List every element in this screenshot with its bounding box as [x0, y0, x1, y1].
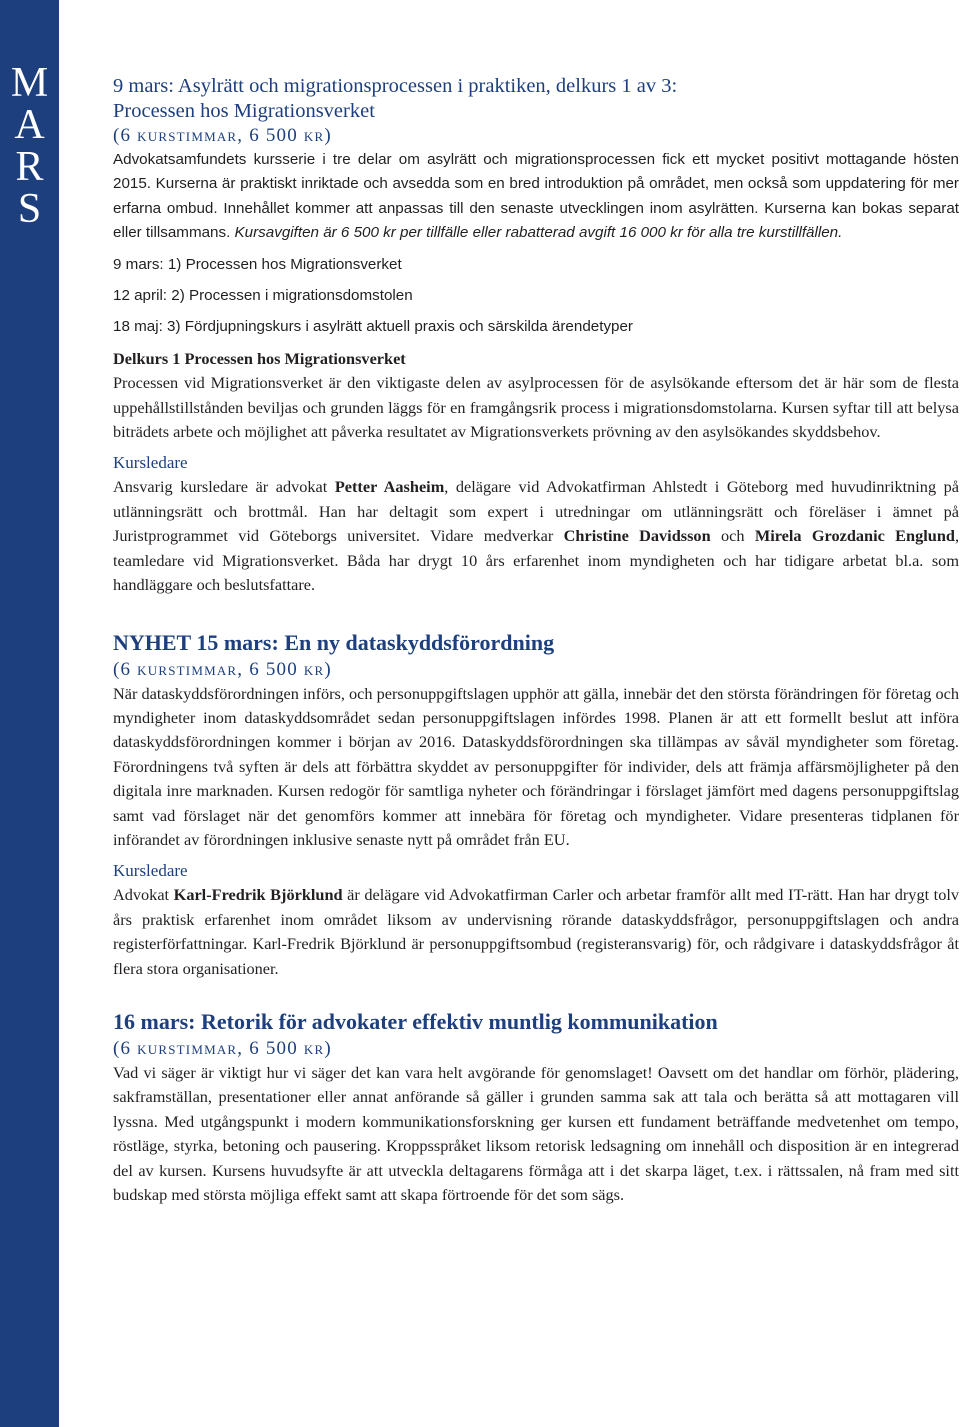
kursledare-text-part: , delägare vid Advokatfirman Ahlstedt i Göteborg med huvudinriktning på utlänningsrätt och brottmål. Han har deltagit som expert i utredningar om utlänningsrätt och föreläser i ämnet på Juristprogrammet vid Göteborgs universitet. Vidare medverkar	[113, 477, 959, 546]
course-title: NYHET 15 mars: En ny dataskyddsförordning	[113, 629, 555, 655]
schedule-item: 18 maj: 3) Fördjupningskurs i asylrätt aktuell praxis och särskilda ärendetyper	[113, 318, 633, 336]
kursledare-name: Petter Aasheim	[334, 477, 445, 497]
course-section-dataskydd	[113, 628, 959, 981]
kursledare-name: Karl-Fredrik Björklund	[173, 885, 343, 905]
course-section-asylratt	[113, 74, 959, 598]
month-letter-a: A	[14, 102, 45, 148]
course-fee-note: Kursavgiften är 6 500 kr per tillfälle eller rabatterad avgift 16 000 kr för alla tre kurstillfällen.	[234, 224, 843, 242]
kursledare-text-part: är delägare vid Advokatfirman Carler och arbetar framför allt med IT-rätt. Han har drygt tolv års praktisk erfarenhet inom området liksom av undervisning rörande dataskyddsfrågor, personuppgiftslagen och andra registerförfattningar. Karl-Fredrik Björklund är personuppgiftsombud (registeransvarig) för, och rådgivare i dataskyddsfrågor åt flera stora organisationer.	[113, 885, 960, 978]
course-section-retorik	[113, 1007, 959, 1207]
course-intro	[113, 148, 959, 246]
course-title-line-2: Processen hos Migrationsverket	[113, 100, 375, 122]
course-subtitle: (6 kurstimmar, 6 500 kr)	[113, 658, 332, 680]
kursledare-name: Mirela Grozdanic Englund	[754, 526, 955, 546]
month-label	[0, 62, 59, 230]
kursledare-text-part: , teamledare vid Migrationsverket. Båda har drygt 10 års erfarenhet inom myndigheten och har tidigare arbetat bl.a. som handläggare och beslutsfattare.	[113, 526, 960, 595]
course-title-line-1: 9 mars: Asylrätt och migrationsprocessen i praktiken, delkurs 1 av 3:	[113, 75, 678, 97]
section-spacer	[113, 981, 959, 1007]
kursledare-name: Christine Davidsson	[563, 526, 711, 546]
kursledare-text	[113, 883, 959, 981]
course-title	[113, 74, 959, 124]
section-spacer	[113, 598, 959, 628]
kursledare-text	[113, 475, 959, 597]
course-subtitle: (6 kurstimmar, 6 500 kr)	[113, 125, 332, 146]
course-intro-text: Advokatsamfundets kursserie i tre delar om asylrätt och migrationsprocessen fick ett mycket positivt mottagande hösten 2015. Kurserna är praktiskt inriktade och avsedda som en bred introduktion på området, men också som uppdatering för mer erfarna ombud. Innehållet kommer att anpassas till den senaste utvecklingen inom asylrätten. Kurserna kan bokas separat eller tillsammans.	[113, 151, 959, 242]
course-title: 16 mars: Retorik för advokater effektiv muntlig kommunikation	[113, 1008, 718, 1034]
month-sidebar	[0, 0, 59, 1427]
kursledare-label: Kursledare	[113, 861, 188, 881]
schedule-item: 12 april: 2) Processen i migrationsdomstolen	[113, 287, 413, 305]
course-description: När dataskyddsförordningen införs, och personuppgiftslagen upphör att gälla, innebär det den största förändringen för företag och myndigheter inom dataskyddsområdet sedan personuppgiftslagen infördes 1998. Planen är att ett formellt beslut att införa dataskyddsförordningen kommer i början av 2016. Dataskyddsförordningen ska tillämpas av såväl myndigheter som företag. Förordningens två syften är dels att förbättra skyddet av personuppgifter för individer, dels att främja affärsmöjligheter på den digitala inre marknaden. Kursen redogör för samtliga nyheter och förändringar i förslaget jämfört med dagens personuppgiftslag samt vad förslaget när det genomförs kommer att innebära för företag och myndigheter. Vidare presenteras tidplanen för införandet av förordningen inklusive senaste nytt på området från EU.	[113, 683, 959, 849]
delkurs-text: Processen vid Migrationsverket är den viktigaste delen av asylprocessen för de asylsökande eftersom det är här som de flesta uppehållstillstånden beviljas och grunden läggs för en framgångsrik process i migrationsdomstolarna. Kursen syftar till att belysa biträdets arbete och möjlighet att påverka resultatet av Migrationsverkets prövning av den asylsökandes skyddsbehov.	[113, 373, 959, 442]
month-letter-r: R	[15, 144, 44, 190]
kursledare-text-part: Ansvarig kursledare är advokat	[113, 477, 335, 497]
month-letter-s: S	[17, 186, 42, 232]
course-description: Vad vi säger är viktigt hur vi säger det kan vara helt avgörande för genomslaget! Oavsett om det handlar om förhör, plädering, sakframställan, presentationer eller annat anförande så gäller i grunden samma sak att tala och berätta så att mottagaren vill lyssna. Med utgångspunkt i modern kommunikationsforskning ger kursen ett fundament beträffande medvetenhet om tempo, röstläge, styrka, betoning och pausering. Kroppsspråket liksom retorisk ledsagning om innehåll och disposition är en integrerad del av kursen. Kursens huvudsyfte är att utveckla deltagarens förmåga att i det skarpa läget, t.ex. i rättssalen, nå fram med sitt budskap med största möjliga effekt samt att skapa förtroende för det som sägs.	[113, 1062, 959, 1204]
delkurs-heading: Delkurs 1 Processen hos Migrationsverket	[113, 348, 406, 368]
kursledare-label: Kursledare	[113, 453, 188, 473]
kursledare-text-part: och	[710, 526, 755, 546]
kursledare-text-part: Advokat	[113, 885, 174, 905]
course-subtitle: (6 kurstimmar, 6 500 kr)	[113, 1037, 332, 1059]
month-letter-m: M	[10, 60, 49, 106]
page-content	[113, 74, 959, 1207]
schedule-item: 9 mars: 1) Processen hos Migrationsverket	[113, 255, 402, 273]
